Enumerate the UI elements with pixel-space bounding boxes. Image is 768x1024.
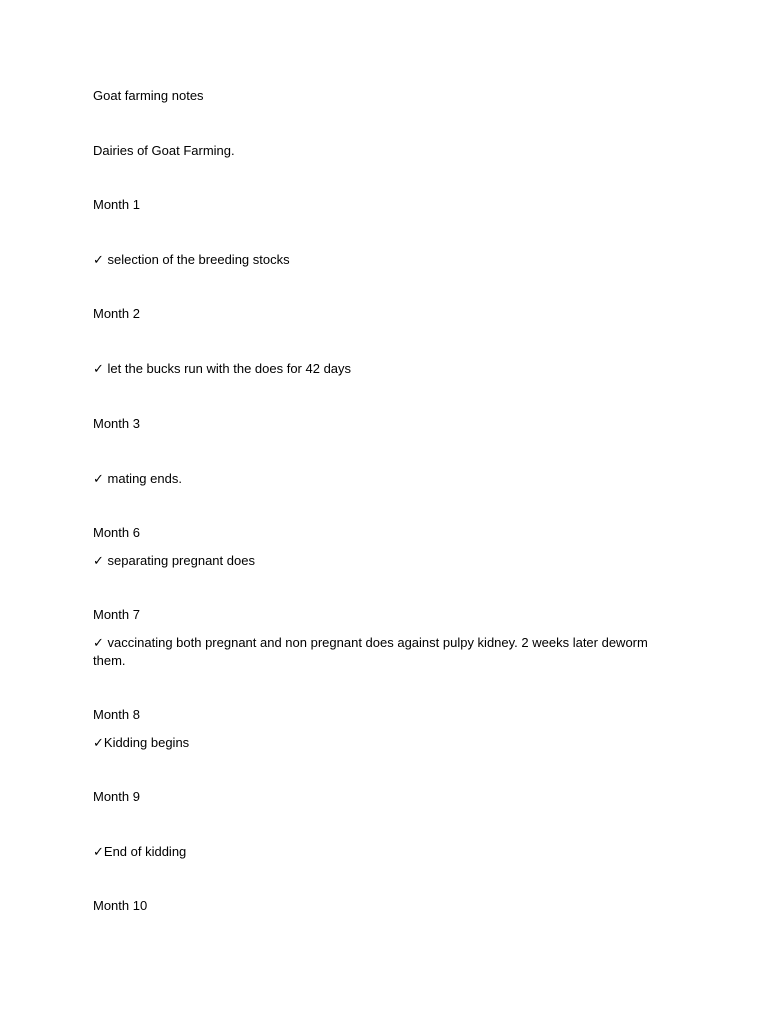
month-heading: Month 7	[93, 607, 140, 622]
month-heading: Month 1	[93, 197, 140, 212]
month-note: ✓ separating pregnant does	[93, 553, 255, 568]
month-note: ✓ mating ends.	[93, 471, 182, 486]
month-heading: Month 9	[93, 789, 140, 804]
month-note: ✓ vaccinating both pregnant and non pregnant does against pulpy kidney. 2 weeks later deworm them.	[93, 635, 648, 668]
month-heading: Month 10	[93, 898, 148, 913]
document-title: Goat farming notes	[93, 88, 204, 103]
month-heading: Month 3	[93, 416, 140, 431]
month-heading: Month 6	[93, 525, 140, 540]
month-note: ✓ selection of the breeding stocks	[93, 252, 290, 267]
month-note: ✓Kidding begins	[93, 735, 190, 750]
month-note: ✓End of kidding	[93, 844, 187, 859]
month-heading: Month 2	[93, 306, 140, 321]
month-heading: Month 8	[93, 707, 140, 722]
month-note: ✓ let the bucks run with the does for 42 days	[93, 361, 352, 376]
document-subtitle: Dairies of Goat Farming.	[93, 143, 235, 158]
